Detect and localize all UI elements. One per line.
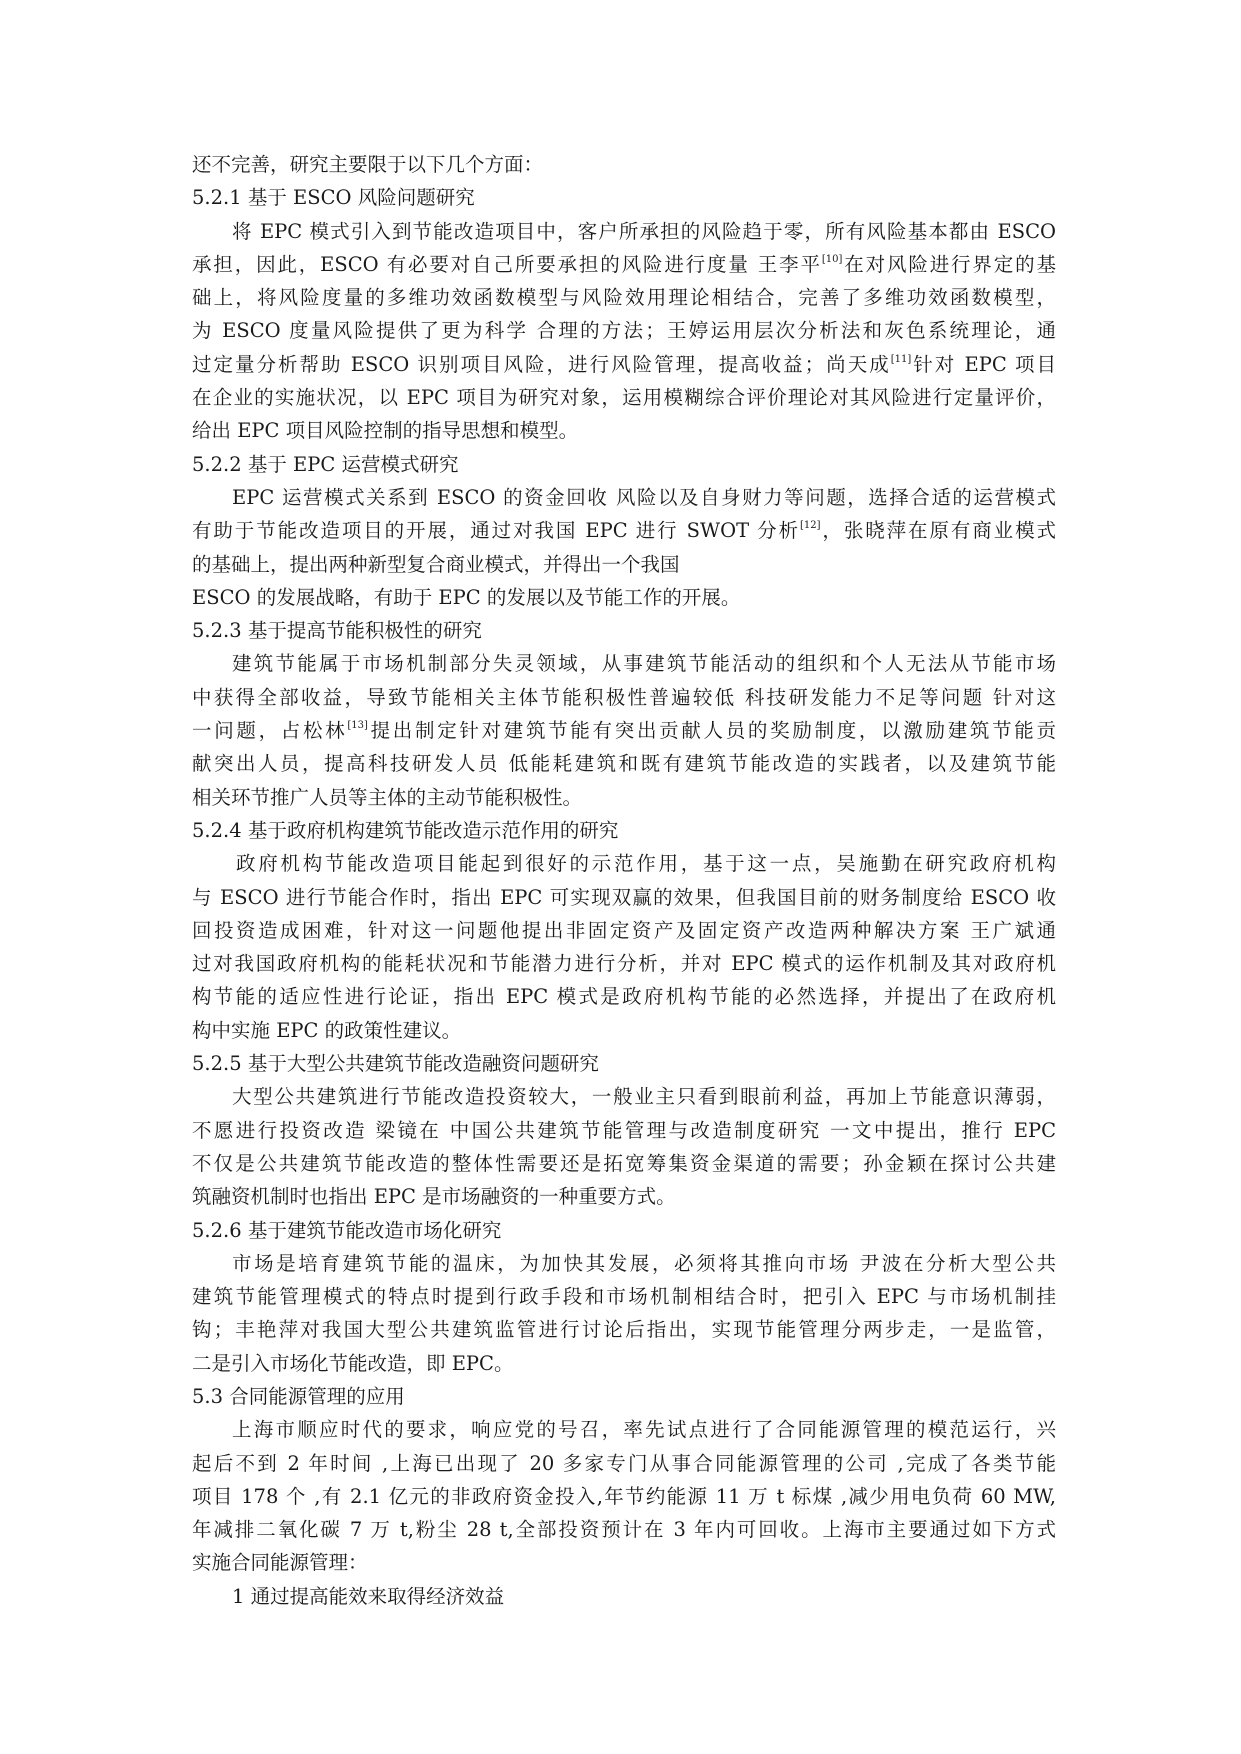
paragraph-line: 给出 EPC 项目风险控制的指导思想和模型。	[192, 419, 579, 443]
paragraph-line: 不仅是公共建筑节能改造的整体性需要还是拓宽筹集资金渠道的需要；孙金颖在探讨公共建	[192, 1151, 1056, 1175]
paragraph-line: EPC 运营模式关系到 ESCO 的资金回收 风险以及自身财力等问题，选择合适的运营模式	[232, 485, 1056, 509]
paragraph-line: 与 ESCO 进行节能合作时，指出 EPC 可实现双赢的效果，但我国目前的财务制度给 ESCO 收	[192, 885, 1056, 909]
citation-superscript: [11]	[890, 353, 912, 365]
section-heading-5-2-4: 5.2.4 基于政府机构建筑节能改造示范作用的研究	[192, 818, 619, 842]
section-heading-5-3: 5.3 合同能源管理的应用	[192, 1384, 405, 1408]
paragraph-line: 项目 178 个 ,有 2.1 亿元的非政府资金投入,年节约能源 11 万 t 标煤 ,减少用电负荷 60 MW,	[192, 1484, 1056, 1508]
citation-superscript: [13]	[347, 720, 368, 732]
paragraph-line: ESCO 的发展战略，有助于 EPC 的发展以及节能工作的开展。	[192, 585, 741, 609]
paragraph-line: 承担，因此，ESCO 有必要对自己所要承担的风险进行度量 王李平[10]在对风险进行界定的基	[192, 252, 1056, 276]
paragraph-line: 不愿进行投资改造 梁镜在 中国公共建筑节能管理与改造制度研究 一文中提出，推行 EPC	[192, 1118, 1056, 1142]
paragraph-line: 构中实施 EPC 的政策性建议。	[192, 1018, 462, 1042]
paragraph-line: 大型公共建筑进行节能改造投资较大，一般业主只看到眼前利益，再加上节能意识薄弱，	[232, 1085, 1056, 1109]
citation-superscript: [10]	[821, 253, 843, 265]
paragraph-line: 在企业的实施状况，以 EPC 项目为研究对象，运用模糊综合评价理论对其风险进行定量评价，	[192, 386, 1056, 410]
paragraph-line: 市场是培育建筑节能的温床，为加快其发展，必须将其推向市场 尹波在分析大型公共	[232, 1251, 1056, 1275]
document-page	[192, 148, 1056, 1613]
paragraph-line: 有助于节能改造项目的开展，通过对我国 EPC 进行 SWOT 分析[12]，张晓萍在原有商业模式	[192, 519, 1056, 543]
paragraph-line: 过对我国政府机构的能耗状况和节能潜力进行分析，并对 EPC 模式的运作机制及其对政府机	[192, 952, 1056, 976]
section-heading-5-2-5: 5.2.5 基于大型公共建筑节能改造融资问题研究	[192, 1052, 599, 1076]
paragraph-line: 的基础上，提出两种新型复合商业模式，并得出一个我国	[192, 552, 680, 576]
paragraph-line: 础上，将风险度量的多维功效函数模型与风险效用理论相结合，完善了多维功效函数模型，	[192, 286, 1056, 310]
paragraph-line: 政府机构节能改造项目能起到很好的示范作用，基于这一点，吴施勤在研究政府机构	[236, 852, 1056, 876]
citation-superscript: [12]	[800, 520, 821, 532]
section-heading-5-2-2: 5.2.2 基于 EPC 运营模式研究	[192, 452, 459, 476]
paragraph-line: 将 EPC 模式引入到节能改造项目中，客户所承担的风险趋于零，所有风险基本都由 ESCO	[232, 219, 1056, 243]
paragraph-line: 为 ESCO 度量风险提供了更为科学 合理的方法；王婷运用层次分析法和灰色系统理论，通	[192, 319, 1056, 343]
paragraph-line: 起后不到 2 年时间 ,上海已出现了 20 多家专门从事合同能源管理的公司 ,完成了各类节能	[192, 1451, 1056, 1475]
paragraph-line: 中获得全部收益，导致节能相关主体节能积极性普遍较低 科技研发能力不足等问题 针对这	[192, 685, 1056, 709]
paragraph-line: 二是引入市场化节能改造，即 EPC。	[192, 1351, 514, 1375]
paragraph-line: 筑融资机制时也指出 EPC 是市场融资的一种重要方式。	[192, 1185, 676, 1209]
paragraph-line: 实施合同能源管理：	[192, 1551, 368, 1575]
paragraph-line: 相关环节推广人员等主体的主动节能积极性。	[192, 785, 583, 809]
paragraph-line: 构节能的适应性进行论证，指出 EPC 模式是政府机构节能的必然选择，并提出了在政府机	[192, 985, 1056, 1009]
paragraph-line: 年减排二氧化碳 7 万 t,粉尘 28 t,全部投资预计在 3 年内可回收。上海市主要通过如下方式	[192, 1518, 1056, 1542]
paragraph-line: 一问题，占松林[13]提出制定针对建筑节能有突出贡献人员的奖励制度，以激励建筑节能贡	[192, 719, 1056, 743]
paragraph-line: 建筑节能管理模式的特点时提到行政手段和市场机制相结合时，把引入 EPC 与市场机制挂	[192, 1285, 1056, 1309]
paragraph-line: 过定量分析帮助 ESCO 识别项目风险，进行风险管理，提高收益；尚天成[11]针对 EPC 项目	[192, 352, 1056, 376]
section-heading-5-2-1: 5.2.1 基于 ESCO 风险问题研究	[192, 186, 475, 210]
intro-line: 还不完善，研究主要限于以下几个方面：	[192, 153, 544, 176]
paragraph-line: 回投资造成困难，针对这一问题他提出非固定资产及固定资产改造两种解决方案 王广斌通	[192, 918, 1056, 942]
paragraph-line: 上海市顺应时代的要求，响应党的号召，率先试点进行了合同能源管理的模范运行，兴	[232, 1418, 1056, 1442]
paragraph-line: 献突出人员，提高科技研发人员 低能耗建筑和既有建筑节能改造的实践者，以及建筑节能	[192, 752, 1056, 776]
paragraph-line: 建筑节能属于市场机制部分失灵领域，从事建筑节能活动的组织和个人无法从节能市场	[232, 652, 1056, 676]
section-heading-5-2-6: 5.2.6 基于建筑节能改造市场化研究	[192, 1218, 502, 1242]
list-item: 1 通过提高能效来取得经济效益	[232, 1584, 505, 1608]
section-heading-5-2-3: 5.2.3 基于提高节能积极性的研究	[192, 619, 482, 643]
paragraph-line: 钩；丰艳萍对我国大型公共建筑监管进行讨论后指出，实现节能管理分两步走，一是监管，	[192, 1318, 1056, 1342]
